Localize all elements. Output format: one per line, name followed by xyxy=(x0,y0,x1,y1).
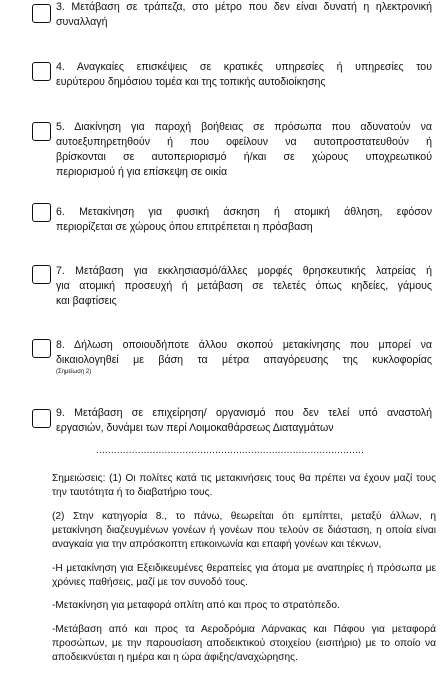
option-3-line: συναλλαγή xyxy=(56,16,108,28)
note-line: χρόνιες παθήσεις, μαζί με τον συνοδό τους. xyxy=(52,577,248,588)
option-7-line: 7. Μετάβαση για εκκλησιασμό/άλλες μορφές θρησκευτικής λατρείας ή xyxy=(56,265,432,277)
note-2 xyxy=(52,510,436,552)
checkbox-4[interactable] xyxy=(32,62,51,81)
checkbox-3[interactable] xyxy=(32,4,51,23)
note-line: αναγκαία για την απρόσκοπτη επικοινωνία και επαφή γονέων και τέκνων, xyxy=(52,539,382,550)
option-5-text xyxy=(56,120,432,180)
option-3-text xyxy=(56,0,432,30)
option-7-text xyxy=(56,264,432,309)
note-line: (2) Στην κατηγορία 8., το πάνω, θεωρείται ότι εμπίπτει, μεταξύ άλλων, η xyxy=(52,511,436,522)
option-8-text xyxy=(56,338,432,376)
note-therapies xyxy=(52,562,436,590)
checkbox-5[interactable] xyxy=(32,122,51,141)
option-9-line: εργασιών, δυνάμει των περί Λοιμοκαθάρσεως Διαταγμάτων xyxy=(56,422,334,434)
option-9-line: 9. Μετάβαση σε επιχείρηση/ οργανισμό που δεν τελεί υπό αναστολή xyxy=(56,407,432,419)
note-line: την ταυτότητα ή το διαβατήριο τους. xyxy=(52,487,213,498)
dotted-line: .......................................................................................... xyxy=(96,445,365,456)
note-line: μετακίνηση διαζευγμένων γονέων ή γονέων που τελούν σε διάσταση, η οποία είναι xyxy=(52,525,436,536)
option-3-line: 3. Μετάβαση σε τράπεζα, στο μέτρο που δεν είναι δυνατή η ηλεκτρονική xyxy=(56,1,432,13)
option-5-line: 5. Διακίνηση για παροχή βοήθειας σε πρόσωπα που αδυνατούν να xyxy=(56,121,432,133)
option-6-text xyxy=(56,205,432,235)
note-soldier xyxy=(52,599,436,613)
option-5-line: περιορισμού ή για επίσκεψη σε οικία xyxy=(56,166,228,178)
notes-intro xyxy=(52,472,436,500)
option-6-line: 6. Μετακίνηση για φυσική άσκηση ή ατομική άθληση, εφόσον xyxy=(56,206,432,218)
option-5-line: αυτοεξυπηρετηθούν ή που οφείλουν να αυτοπροστατευθούν ή xyxy=(56,136,432,148)
option-8-line: δικαιολογηθεί με βάση τα μέτρα απαγόρευσης της κυκλοφορίας xyxy=(56,354,432,366)
note-line: αποδεικνύεται η ημέρα και η ώρα άφιξης/αναχώρησης. xyxy=(52,652,298,663)
option-8-line: 8. Δήλωση οποιουδήποτε άλλου σκοπού μετακίνησης που μπορεί να xyxy=(56,339,432,351)
note-line: προσώπων, με την παρουσίαση αποδεικτικού στοιχείου (εισιτήριο) με το οποίο να xyxy=(52,638,436,649)
note-line: -Μετάβαση από και προς τα Αεροδρόμια Λάρνακας και Πάφου για μεταφορά xyxy=(52,624,436,635)
checkbox-8[interactable] xyxy=(32,339,51,358)
option-4-line: ευρύτερου δημόσιου τομέα και της τοπικής αυτοδιοίκησης xyxy=(56,76,326,88)
option-5-line: βρίσκονται σε αυτοπεριορισμό ή/και σε χώρους υποχρεωτικού xyxy=(56,151,432,163)
option-7-line: και βαφτίσεις xyxy=(56,295,117,307)
option-9-text xyxy=(56,406,432,436)
option-6-line: περιορίζεται σε χώρους όπου επιτρέπεται η πρόσβαση xyxy=(56,221,313,233)
option-4-text xyxy=(56,60,432,90)
note-line: -Μετακίνηση για μεταφορά οπλίτη από και προς το στρατόπεδο. xyxy=(52,600,340,611)
checkbox-6[interactable] xyxy=(32,203,51,222)
note-airports xyxy=(52,623,436,665)
option-4-line: 4. Αναγκαίες επισκέψεις σε κρατικές υπηρεσίες ή υπηρεσίες του xyxy=(56,61,432,73)
note-line: Σημειώσεις: (1) Οι πολίτες κατά τις μετακινήσεις τους θα πρέπει να έχουν μαζί τους xyxy=(52,473,436,484)
option-7-line: για ατομική προσευχή ή μετάβαση σε τελετές όπως κηδείες, γάμους xyxy=(56,280,432,292)
note-line: -Η μετακίνηση για Εξειδικευμένες θεραπείες για άτομα με αναπηρίες ή πρόσωπα με xyxy=(52,563,436,574)
option-8-note: (Σημείωση 2) xyxy=(56,369,92,375)
checkbox-7[interactable] xyxy=(32,265,51,284)
checkbox-9[interactable] xyxy=(32,409,51,428)
